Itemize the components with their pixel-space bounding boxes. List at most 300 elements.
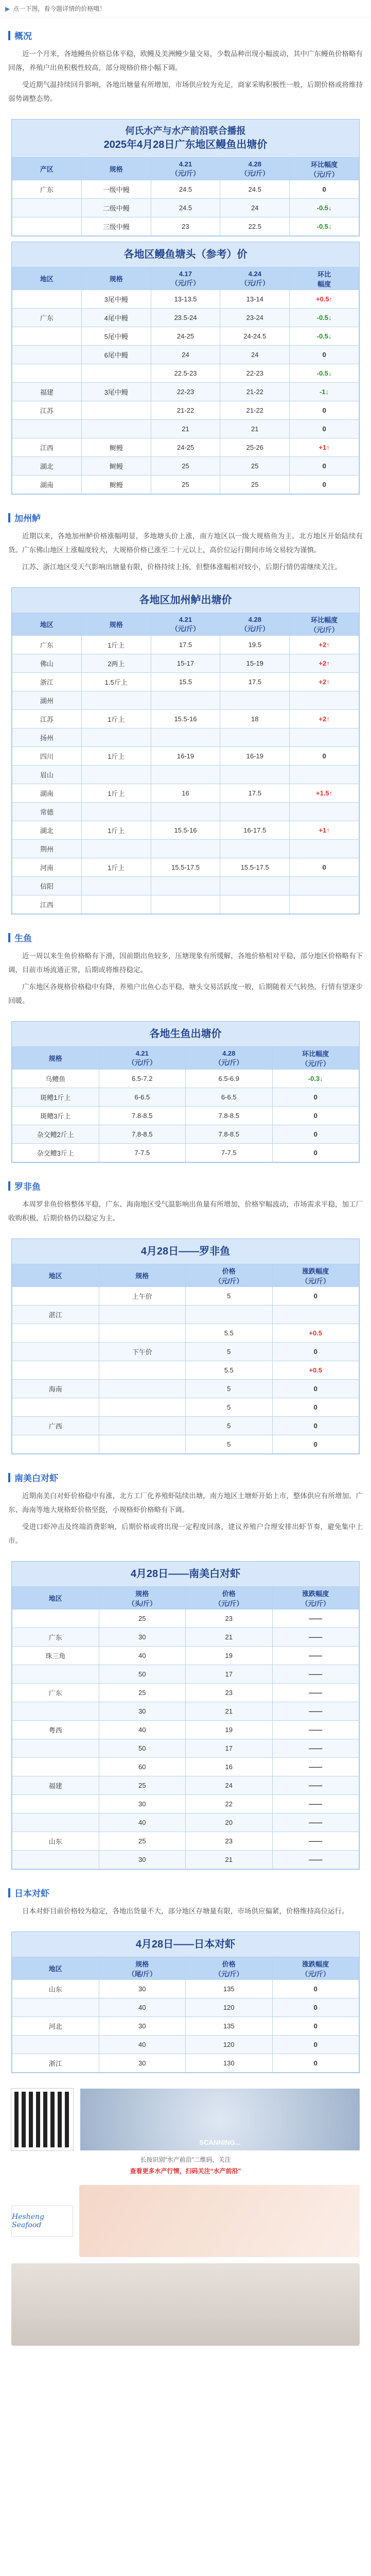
table-cell: 16 <box>186 1758 273 1776</box>
table-cell: 河北 <box>12 2017 99 2036</box>
table-cell: 120 <box>186 2036 273 2054</box>
table-row <box>12 1832 359 1851</box>
section-bass <box>0 500 371 582</box>
table-cell: 30 <box>99 1851 186 1869</box>
table-cell: 23-24 <box>220 309 290 327</box>
table-cell: 鲥鳗 <box>81 457 151 476</box>
table-cell: 下午价 <box>99 1343 186 1361</box>
paragraph: 本周罗非鱼价格整体平稳，广东、海南地区受气温影响出鱼量有所增加，价格窄幅波动，市场需求平稳，加工厂收购积极，后期价格仍以稳定为主。 <box>8 1200 363 1223</box>
table-row <box>12 457 359 476</box>
logo-row <box>11 2185 360 2257</box>
table-cell <box>81 877 151 895</box>
table-cell <box>12 1324 99 1343</box>
table-cell: -0.5↓ <box>290 199 359 217</box>
column-header: 规格 （尾/斤） <box>99 1957 186 1980</box>
table-cell: 0 <box>272 1343 359 1361</box>
table-cell: 6.5-7.2 <box>99 1070 186 1088</box>
section-title: 生鱼 <box>14 934 32 944</box>
table-cell <box>272 1306 359 1324</box>
paragraph: 近一个月来，各地鳗鱼价格总体平稳，欧鳗及美洲鳗少量交易，少数品种出现小幅波动，其中广东鳗鱼价格略有回落，养殖户出鱼积极性较高，部分规格价格小幅下调。 <box>8 50 363 72</box>
table-cell: 17.5 <box>220 784 290 803</box>
table-row <box>12 766 359 784</box>
table-cell <box>81 420 151 438</box>
prawn-price-table <box>11 1561 360 1870</box>
table-cell: —— <box>272 1758 359 1776</box>
table-cell <box>151 803 220 821</box>
table-cell: —— <box>272 1665 359 1684</box>
table-cell: 3尾中鳗 <box>81 383 151 401</box>
table-cell <box>12 1739 99 1758</box>
caption-line-1: 4月28日——日本对虾 <box>135 1939 236 1951</box>
table-cell: 5 <box>186 1398 273 1417</box>
table-row <box>12 1776 359 1795</box>
table-cell <box>290 691 359 710</box>
table-cell <box>220 766 290 784</box>
table-cell: 信阳 <box>12 877 82 895</box>
table-cell: 海南 <box>12 1380 99 1398</box>
data-table <box>12 1046 359 1162</box>
table-cell: 广东 <box>12 1684 99 1702</box>
footer <box>11 2089 360 2346</box>
table-cell <box>290 728 359 747</box>
table-cell: 17 <box>186 1665 273 1684</box>
caption-line-1: 4月28日——南美白对虾 <box>130 1568 241 1580</box>
table-cell: +0.5 <box>272 1324 359 1343</box>
table-cell <box>220 728 290 747</box>
table-cell: —— <box>272 1721 359 1739</box>
table-cell: +1↑ <box>290 438 359 457</box>
column-header: 4.17 （元/斤） <box>151 267 220 290</box>
table-cell: 湖南 <box>12 476 82 494</box>
table-cell: 23.5-24 <box>151 309 220 327</box>
table-cell: 粤西 <box>12 1721 99 1739</box>
table-cell <box>99 1398 186 1417</box>
section-heading <box>8 511 363 524</box>
table-cell: 21-22 <box>220 383 290 401</box>
table-row <box>12 401 359 420</box>
caption-line-2: 2025年4月28日广东地区鳗鱼出塘价 <box>103 139 268 151</box>
tilapia-price-table <box>11 1239 360 1454</box>
table-cell: 斑鳢1斤上 <box>12 1088 99 1107</box>
table-cell: 23 <box>151 217 220 236</box>
table-row <box>12 476 359 494</box>
footer-line-1: 长按识别“水产前沿”二维码，关注 <box>140 2156 231 2164</box>
shrimp-photo <box>79 2185 360 2257</box>
table-cell: +1↑ <box>290 821 359 840</box>
table-cell <box>220 803 290 821</box>
table-cell <box>151 877 220 895</box>
table-cell: 22.5 <box>220 217 290 236</box>
table-row <box>12 1144 359 1162</box>
table-cell: -0.5↓ <box>290 364 359 383</box>
table-row <box>12 1721 359 1739</box>
table-cell: 0 <box>272 1980 359 1998</box>
table-cell: 6-6.5 <box>186 1088 273 1107</box>
table-cell: 0 <box>272 1144 359 1162</box>
table-cell <box>81 364 151 383</box>
caption-line-1: 何氏水产与水产前沿联合播报 <box>125 126 246 136</box>
table-row <box>12 895 359 914</box>
table-cell <box>99 1324 186 1343</box>
table-cell: 130 <box>186 2054 273 2073</box>
table-cell: 0 <box>290 420 359 438</box>
table-cell: 40 <box>99 1721 186 1739</box>
table-cell: —— <box>272 1647 359 1665</box>
table-cell: +0.5 <box>272 1361 359 1380</box>
table-cell: 1斤上 <box>81 784 151 803</box>
table-cell: 福建 <box>12 1776 99 1795</box>
table-cell <box>220 895 290 914</box>
table-row <box>12 199 359 217</box>
table-cell: 0 <box>272 2036 359 2054</box>
table-row <box>12 2017 359 2036</box>
table-cell: 江苏 <box>12 710 82 728</box>
table-cell: 30 <box>99 2054 186 2073</box>
table-cell <box>12 1851 99 1869</box>
table-cell: 扬州 <box>12 728 82 747</box>
table-row <box>12 364 359 383</box>
table-row <box>12 1343 359 1361</box>
section-title: 罗非鱼 <box>14 1182 41 1192</box>
table-cell: 16-17.5 <box>220 821 290 840</box>
caption-line-1: 4月28日——罗非鱼 <box>140 1246 231 1258</box>
table-cell: 30 <box>99 1702 186 1721</box>
table-cell: 三级中鳗 <box>81 217 151 236</box>
table-cell: 21 <box>186 1628 273 1647</box>
scanning-label: SCANNING... <box>199 2139 241 2147</box>
table-cell: 24.5 <box>151 180 220 199</box>
heading-bar <box>8 933 10 942</box>
column-header: 涨跌幅度 （元/斤） <box>272 1264 359 1287</box>
table-caption <box>12 588 359 613</box>
table-cell <box>12 1814 99 1832</box>
table-row <box>12 1361 359 1380</box>
table-row <box>12 747 359 766</box>
column-header: 价格 （元/斤） <box>186 1587 273 1609</box>
table-cell <box>290 766 359 784</box>
table-cell <box>220 877 290 895</box>
table-row <box>12 1665 359 1684</box>
table-cell: 16-19 <box>151 747 220 766</box>
table-cell <box>151 840 220 858</box>
table-row <box>12 1088 359 1107</box>
table-cell: 15.5-16 <box>151 710 220 728</box>
table-cell: 湖南 <box>12 784 82 803</box>
table-cell: 13-14 <box>220 290 290 309</box>
arrow-icon: ▶ <box>5 5 10 12</box>
table-cell <box>12 364 82 383</box>
table-cell: 3尾中鳗 <box>81 290 151 309</box>
table-cell: 0 <box>272 1417 359 1435</box>
table-cell: 1斤上 <box>81 821 151 840</box>
table-row <box>12 1107 359 1125</box>
table-cell: 浙江 <box>12 2054 99 2073</box>
table-cell: 0 <box>272 1398 359 1417</box>
column-header: 地区 <box>12 613 82 636</box>
table-cell <box>12 1795 99 1814</box>
table-cell: 0 <box>272 2054 359 2073</box>
table-cell: 上午价 <box>99 1287 186 1306</box>
table-cell: 15-17 <box>151 654 220 673</box>
footer-line-2: 查看更多水产行情，扫码关注“水产前沿” <box>130 2167 241 2175</box>
table-cell: 0 <box>272 1435 359 1454</box>
section-heading <box>8 1179 363 1192</box>
table-row <box>12 710 359 728</box>
table-row <box>12 217 359 236</box>
table-cell <box>151 766 220 784</box>
table-cell: 17.5 <box>220 673 290 691</box>
table-cell <box>12 199 82 217</box>
table-cell: 乌鳢鱼 <box>12 1070 99 1088</box>
caption-line-1: 各地生鱼出塘价 <box>149 1028 222 1040</box>
table-row <box>12 1647 359 1665</box>
table-cell <box>186 1306 273 1324</box>
table-cell: 24.5 <box>220 180 290 199</box>
table-cell: 40 <box>99 2036 186 2054</box>
table-row <box>12 1814 359 1832</box>
table-cell: 福建 <box>12 383 82 401</box>
table-cell: 广东 <box>12 180 82 199</box>
table-cell <box>220 840 290 858</box>
column-header: 环比幅度 （元/斤） <box>290 158 359 180</box>
table-row <box>12 1417 359 1435</box>
table-cell: 21 <box>186 1851 273 1869</box>
table-cell: 广西 <box>12 1417 99 1435</box>
column-header: 4.21 （元/斤） <box>151 613 220 636</box>
table-cell: 5.5 <box>186 1361 273 1380</box>
table-cell: 5 <box>186 1343 273 1361</box>
table-cell: 25 <box>220 457 290 476</box>
column-header: 环比幅度 （元/斤） <box>272 1047 359 1070</box>
data-table <box>12 267 359 494</box>
table-cell: —— <box>272 1851 359 1869</box>
column-header: 4.24 （元/斤） <box>220 267 290 290</box>
table-cell <box>12 290 82 309</box>
table-cell: 江苏 <box>12 401 82 420</box>
table-cell: 江西 <box>12 895 82 914</box>
column-header: 4.28 （元/斤） <box>220 613 290 636</box>
table-cell: 二级中鳗 <box>81 199 151 217</box>
paragraph: 日本对虾目前价格较为稳定，各地出货量不大，部分地区存塘量有限，市场供应偏紧，价格维持高位运行。 <box>22 1907 349 1916</box>
heading-bar <box>8 1473 10 1482</box>
column-header: 地区 <box>12 1587 99 1609</box>
table-row <box>12 877 359 895</box>
column-header: 4.28 （元/斤） <box>220 158 290 180</box>
fish-photo <box>11 2263 360 2346</box>
table-row <box>12 840 359 858</box>
column-header: 4.21 （元/斤） <box>151 158 220 180</box>
table-cell: 22-23 <box>151 383 220 401</box>
table-cell: 7-7.5 <box>186 1144 273 1162</box>
caption-line-1: 各地区鳗鱼塘头（参考）价 <box>123 249 248 261</box>
brand-logo: Hesheng Seafood <box>11 2206 73 2236</box>
heading-bar <box>8 1181 10 1191</box>
section-overview <box>0 18 371 114</box>
table-row <box>12 821 359 840</box>
table-cell: 21-22 <box>151 401 220 420</box>
table-cell: 1斤上 <box>81 747 151 766</box>
table-row <box>12 1380 359 1398</box>
section-snakehead <box>0 920 371 1016</box>
section-title: 概况 <box>14 31 32 41</box>
table-cell: 湖州 <box>12 691 82 710</box>
table-cell: 23 <box>186 1684 273 1702</box>
table-cell: 山东 <box>12 1980 99 1998</box>
table-cell <box>99 1417 186 1435</box>
table-cell: 7-7.5 <box>99 1144 186 1162</box>
table-row <box>12 327 359 346</box>
table-cell: 0 <box>290 476 359 494</box>
table-cell: -0.3↓ <box>272 1070 359 1088</box>
table-cell <box>99 1306 186 1324</box>
fingerprint-image[interactable] <box>80 2089 360 2150</box>
table-row <box>12 309 359 327</box>
table-cell: 21 <box>186 1702 273 1721</box>
top-banner[interactable] <box>0 0 371 18</box>
table-cell: 广东 <box>12 1628 99 1647</box>
table-cell: 19 <box>186 1721 273 1739</box>
table-cell: 22.5-23 <box>151 364 220 383</box>
table-cell: 6.5-6.9 <box>186 1070 273 1088</box>
table-cell: 5.5 <box>186 1324 273 1343</box>
table-row <box>12 784 359 803</box>
column-header: 地区 <box>12 1264 99 1287</box>
table-cell: 24 <box>186 1776 273 1795</box>
table-cell <box>12 1758 99 1776</box>
table-cell: 一级中鳗 <box>81 180 151 199</box>
heading-bar <box>8 513 10 522</box>
top-banner-text: 点一下图，看今题详情的价格哦！ <box>13 5 106 12</box>
table-cell: 1斤上 <box>81 636 151 654</box>
table-row <box>12 1070 359 1088</box>
table-cell: 135 <box>186 1980 273 1998</box>
table-cell: 19 <box>186 1647 273 1665</box>
table-cell: 25 <box>99 1684 186 1702</box>
column-header: 规格 <box>81 613 151 636</box>
table-cell: 2两上 <box>81 654 151 673</box>
column-header: 规格 <box>12 1047 99 1070</box>
table-row <box>12 1795 359 1814</box>
table-row <box>12 1609 359 1628</box>
table-row <box>12 438 359 457</box>
eel-price-table-2 <box>11 242 360 495</box>
table-cell: 江西 <box>12 438 82 457</box>
table-cell <box>12 420 82 438</box>
table-cell: 5尾中鳗 <box>81 327 151 346</box>
table-cell <box>290 877 359 895</box>
table-cell: 40 <box>99 1814 186 1832</box>
table-row <box>12 2036 359 2054</box>
table-row <box>12 1287 359 1306</box>
section-heading <box>8 29 363 42</box>
table-cell <box>12 217 82 236</box>
paragraph: 近期以来，各地加州鲈价格涨幅明显，多地塘头价上涨，南方地区以一级大规格鱼为主，北方地区开始陆续有货。广东佛山地区上涨幅度较大，大规格价格已涨至二十元以上，高价位运行期间市场交易较为谨慎。 <box>8 532 363 554</box>
section-tilapia <box>0 1168 371 1233</box>
table-cell: 7.8-8.5 <box>186 1107 273 1125</box>
table-cell: +2↑ <box>290 673 359 691</box>
table-cell: 30 <box>99 2017 186 2036</box>
table-cell: 0 <box>272 2017 359 2036</box>
column-header: 4.28 （元/斤） <box>186 1047 273 1070</box>
table-cell: 50 <box>99 1739 186 1758</box>
table-row <box>12 1125 359 1144</box>
table-cell: 0 <box>290 457 359 476</box>
table-cell <box>220 691 290 710</box>
section-title: 日本对虾 <box>14 1889 49 1899</box>
table-cell <box>99 1435 186 1454</box>
qr-row <box>11 2089 360 2150</box>
table-cell: 30 <box>99 1980 186 1998</box>
table-cell: —— <box>272 1702 359 1721</box>
table-caption <box>12 1562 359 1586</box>
table-cell: 1斤上 <box>81 858 151 877</box>
table-cell: 5 <box>186 1380 273 1398</box>
table-cell: 杂交鳢3斤上 <box>12 1144 99 1162</box>
table-cell: —— <box>272 1776 359 1795</box>
table-cell <box>12 1609 99 1628</box>
table-cell: 15.5 <box>151 673 220 691</box>
table-row <box>12 1851 359 1869</box>
table-cell: 21-22 <box>220 401 290 420</box>
section-prawn <box>0 1460 371 1556</box>
table-cell <box>290 895 359 914</box>
table-row <box>12 1702 359 1721</box>
table-cell: 7.8-8.5 <box>99 1125 186 1144</box>
column-header: 4.21 （元/斤） <box>99 1047 186 1070</box>
table-cell: 25 <box>99 1832 186 1851</box>
table-cell: —— <box>272 1628 359 1647</box>
table-cell: 河南 <box>12 858 82 877</box>
table-caption <box>12 120 359 157</box>
column-header: 产区 <box>12 158 82 180</box>
table-cell <box>81 691 151 710</box>
table-cell <box>81 895 151 914</box>
paragraph: 近期南美白对虾价格稳中有涨，北方工厂化养殖虾陆续出塘，南方地区土塘虾开始上市，整体供应有所增加。广东、海南等地大规格虾价格坚挺，小规格虾价格略有下调。 <box>8 1492 363 1514</box>
table-cell <box>151 691 220 710</box>
section-heading <box>8 931 363 944</box>
table-cell: 7.8-8.5 <box>186 1125 273 1144</box>
table-cell: +2↑ <box>290 654 359 673</box>
table-cell <box>12 1702 99 1721</box>
table-row <box>12 1980 359 1998</box>
paragraph: 受近期气温持续回升影响，各地出塘量有所增加，市场供应较为充足，商家采购积极性一般，后期价格或将维持弱势调整态势。 <box>8 81 363 103</box>
data-table <box>12 1957 359 2073</box>
table-row <box>12 346 359 364</box>
table-row <box>12 803 359 821</box>
table-row <box>12 180 359 199</box>
table-cell: 珠三角 <box>12 1647 99 1665</box>
column-header: 规格 <box>81 267 151 290</box>
table-cell: 0 <box>272 1287 359 1306</box>
table-cell: 6尾中鳗 <box>81 346 151 364</box>
table-cell <box>12 1343 99 1361</box>
table-cell: 6-6.5 <box>99 1088 186 1107</box>
table-row <box>12 420 359 438</box>
table-cell <box>81 803 151 821</box>
table-cell: —— <box>272 1609 359 1628</box>
data-table <box>12 1586 359 1869</box>
column-header: 涨跌幅度 （元/斤） <box>272 1957 359 1980</box>
table-cell: 常德 <box>12 803 82 821</box>
qr-code[interactable] <box>11 2089 73 2150</box>
data-table <box>12 157 359 236</box>
table-cell: 1斤上 <box>81 710 151 728</box>
table-cell: 杂交鳢2斤上 <box>12 1125 99 1144</box>
table-cell: 0 <box>290 747 359 766</box>
column-header: 规格 （头/斤） <box>99 1587 186 1609</box>
section-heading <box>8 1471 363 1484</box>
table-cell: 40 <box>99 1998 186 2017</box>
